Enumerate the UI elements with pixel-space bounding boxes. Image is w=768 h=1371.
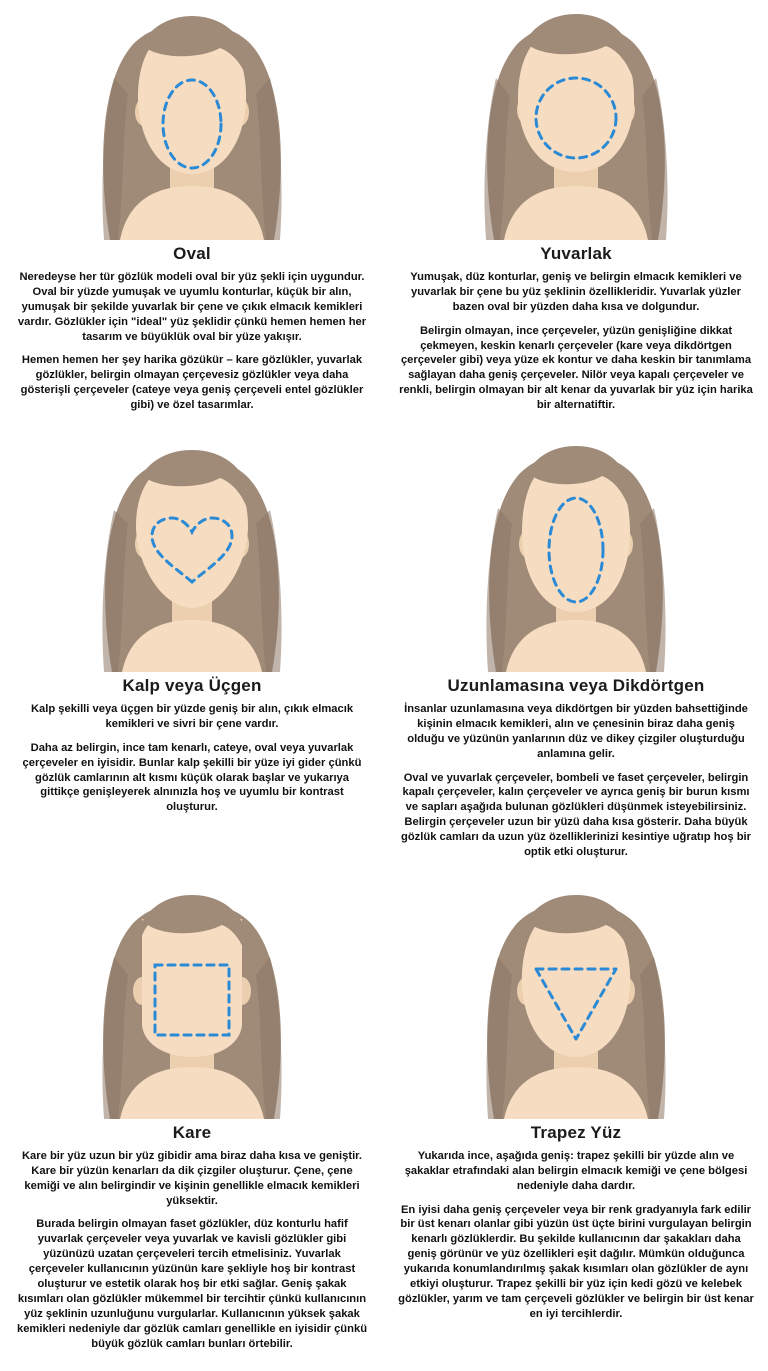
row-2	[0, 432, 768, 879]
card-paragraph-trapez-2: En iyisi daha geniş çerçeveler veya bir renk gradyanıyla fark edilir bir üst kenarı olanlar gibi yüzün üst üçte birini vurgulayan belirgin kenarlı gözlüklerdir. Bu şekilde kullanıcının dar şakakları daha geniş görünür ve yüz özellikleri eşit dağılır. Mümkün olduğunca yukarıda konumlandırılmış şakak kısımları olan gözlükler de aynı etkiyi oluşturur. Trapez şekilli bir yüz için kedi gözü ve kelebek gözlükler, yarım ve tam çerçeveli gözlükler ve belirgin bir üst kenar en iyi tercihlerdir.	[398, 1203, 754, 1320]
square-face-svg	[0, 879, 384, 1119]
card-paragraph-kare-1: Kare bir yüz uzun bir yüz gibidir ama biraz daha kısa ve geniştir. Kare bir yüzün kenarları da dik çizgiler oluşturur. Çene, çene kemiği ve alın belirgindir ve kişinin genellikle elmacık kemikleri yüksektir.	[21, 1149, 363, 1207]
row-3	[0, 879, 768, 1371]
card-uzunlamasina-dikdortgen	[384, 432, 768, 879]
card-paragraph-yuvarlak-2: Belirgin olmayan, ince çerçeveler, yüzün genişliğine dikkat çekmeyen, keskin kenarlı çerçeveler (kare veya dikdörtgen çerçeveler gibi) veya yüze ek kontur ve daha keskin bir tanımlama sağlayan daha geniş çerçeveler. Nilör veya kapalı çerçeveler ve renkli, belirgin olmayan bir alt kenar da yuvarlak bir yüz için harika bir alternatiftir.	[399, 324, 753, 412]
illustration-kare	[0, 879, 384, 1119]
card-paragraph-oval-2: Hemen hemen her şey harika gözükür – kare gözlükler, yuvarlak gözlükler, belirgin olmayan çerçevesiz gözlükler veya daha gösterişli çerçeveler (cateye veya geniş çerçeveli entel gözlükler gibi) ve özel tasarımlar.	[20, 354, 364, 412]
card-paragraph-trapez-1: Yukarıda ince, aşağıda geniş: trapez şekilli bir yüzde alın ve şakaklar etrafındaki alan belirgin elmacık kemiği ve çene bölgesi nedeniyle daha dardır.	[404, 1149, 748, 1192]
illustration-trapez	[384, 879, 768, 1119]
card-title-yuvarlak: Yuvarlak	[540, 244, 612, 263]
illustration-yuvarlak	[384, 0, 768, 240]
round-face-svg	[384, 0, 768, 240]
oblong-face-svg	[384, 432, 768, 672]
card-paragraph-kalp-1: Kalp şekilli veya üçgen bir yüzde geniş bir alın, çıkık elmacık kemikleri ve sivri bir çene vardır.	[30, 703, 354, 730]
card-paragraph-uzun-1: İnsanlar uzunlamasına veya dikdörtgen bir yüzden bahsettiğinde kişinin elmacık kemikleri, alın ve çenesinin biraz daha geniş olduğu ve yüzünün yanlarının düz ve dikey çizgiler oluşturduğu anlamına gelir.	[404, 703, 748, 760]
card-yuvarlak	[384, 0, 768, 432]
card-paragraph-oval-1: Neredeyse her tür gözlük modeli oval bir yüz şekli için uygundur. Oval bir yüzde yumuşak ve uyumlu konturlar, küçük bir alın, yumuşak bir şekilde yuvarlak bir çene ve çıkık elmacık kemikleri vardır. Gözlükler için "ideal" yüz şeklidir çünkü hemen hemen her tasarım ve büyüklük oval bir yüze yakışır.	[17, 271, 367, 343]
illustration-uzunlamasina	[384, 432, 768, 672]
illustration-kalp-ucgen	[0, 432, 384, 672]
card-title-kalp-ucgen: Kalp veya Üçgen	[122, 676, 262, 696]
card-title-oval: Oval	[173, 244, 211, 263]
card-kalp-ucgen	[0, 432, 384, 879]
row-1	[0, 0, 768, 432]
card-title-kare: Kare	[172, 1122, 212, 1142]
card-paragraph-kalp-2: Daha az belirgin, ince tam kenarlı, cateye, oval veya yuvarlak çerçeveler en iyisidir. Bunlar kalp şekilli bir yüze iyi gider çünkü gözlük camlarının alt kısmı küçük olarak başlar ve yukarıya gittikçe genişleyerek alnınızla hoş ve uyumlu bir kontrast oluşturur.	[22, 741, 362, 814]
card-paragraph-uzun-2: Oval ve yuvarlak çerçeveler, bombeli ve faset çerçeveler, belirgin kapalı çerçeveler, kalın çerçeveler ve ayrıca geniş bir burun kısmı ve sapları aşağıda bulunan gözlükleri düşünmek isteyebilirsiniz. Belirgin çerçeveler uzun bir yüzü daha kısa gösterir. Daha büyük gözlük camları da uzun yüz özelliklerinizi kesintiye uğratıp hoş bir optik etki oluşturur.	[401, 771, 751, 859]
card-paragraph-kare-2: Burada belirgin olmayan faset gözlükler, düz konturlu hafif yuvarlak çerçeveler veya yuvarlak ve kavisli gözlükler gibi yüzünüzü uzatan çerçeveleri tercih etmelisiniz. Yuvarlak çerçeveler kullanıcının yüzünün kare şekliyle hoş bir kontrast oluşturur ve estetik olarak hoş bir etki sağlar. Geniş şakak kısımları olan gözlükler mükemmel bir tercihtir çünkü kullanıcının yüz şeklinin uzunluğunu vurgularlar. Kullanıcının yüksek şakak kemikleri nedeniyle dar gözlük camları genellikle en iyisidir çünkü büyük gözlük camları bunları örtebilir.	[16, 1218, 368, 1350]
illustration-oval	[0, 0, 384, 240]
oval-face-svg	[0, 0, 384, 240]
trapezoid-face-svg	[384, 879, 768, 1119]
card-paragraph-yuvarlak-1: Yumuşak, düz konturlar, geniş ve belirgin elmacık kemikleri ve yuvarlak bir çene bu yüz şeklinin özellikleridir. Yuvarlak yüzler bazen oval bir yüzden daha kısa ve dolgundur.	[410, 271, 742, 313]
card-kare	[0, 879, 384, 1371]
card-title-uzunlamasina: Uzunlamasına veya Dikdörtgen	[447, 676, 705, 696]
card-oval	[0, 0, 384, 432]
card-title-trapez: Trapez Yüz	[530, 1122, 622, 1142]
card-trapez	[384, 879, 768, 1371]
heart-face-svg	[0, 432, 384, 672]
